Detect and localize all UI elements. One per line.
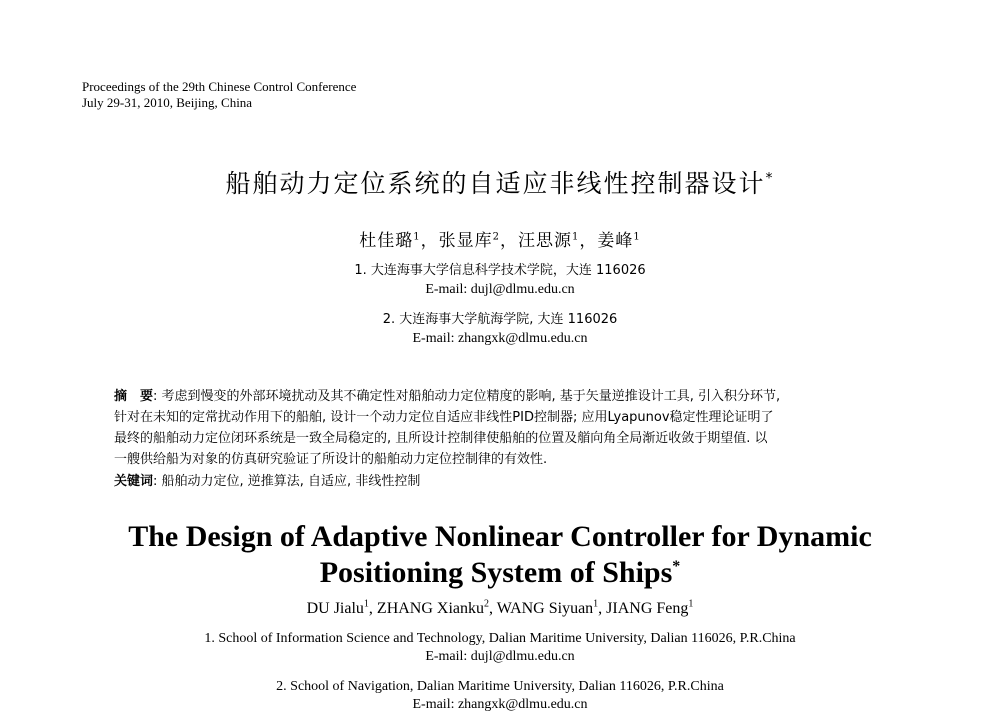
author-name: 杜佳璐 bbox=[359, 231, 414, 251]
abstract-line-2: 针对在未知的定常扰动作用下的船舶, 设计一个动力定位自适应非线性PID控制器; 应用Lyapunov稳定性理论证明了 bbox=[114, 410, 774, 425]
english-affiliation-1: 1. School of Information Science and Technology, Dalian Maritime University, Dalian 116026, P.R.China bbox=[204, 631, 796, 646]
proceedings-header bbox=[82, 79, 356, 111]
author-name: JIANG Feng bbox=[606, 600, 689, 617]
chinese-affiliation-2: 2. 大连海事大学航海学院, 大连 116026 bbox=[382, 312, 618, 327]
abstract-line-3: 最终的船舶动力定位闭环系统是一致全局稳定的, 且所设计控制律使船舶的位置及艏向角全局渐近收敛于期望值. 以 bbox=[114, 431, 768, 446]
author-separator: , bbox=[368, 600, 377, 617]
author-affiliation-mark: 2 bbox=[484, 598, 490, 610]
abstract-line-1 bbox=[114, 386, 886, 407]
author-affiliation-mark: 2 bbox=[492, 231, 500, 243]
author-affiliation-mark: 1 bbox=[633, 231, 641, 243]
author-affiliation-mark: 1 bbox=[363, 598, 369, 610]
keywords-text: : 船舶动力定位, 逆推算法, 自适应, 非线性控制 bbox=[153, 474, 421, 489]
english-title-line-2 bbox=[0, 555, 1000, 591]
author-separator: ， bbox=[420, 231, 439, 251]
chinese-title bbox=[0, 164, 1000, 200]
chinese-abstract bbox=[114, 386, 886, 470]
chinese-keywords bbox=[114, 470, 420, 489]
proceedings-date: July 29-31, 2010, Beijing, China bbox=[82, 95, 253, 110]
keywords-label: 关键词 bbox=[114, 474, 154, 489]
author-name: 姜峰 bbox=[597, 231, 634, 251]
author-separator: , bbox=[489, 600, 497, 617]
author-name: DU Jialu bbox=[306, 600, 364, 617]
abstract-line-4: 一艘供给船为对象的仿真研究验证了所设计的船舶动力定位控制律的有效性. bbox=[114, 452, 548, 467]
english-authors bbox=[0, 600, 1000, 618]
author-name: WANG Siyuan bbox=[496, 600, 594, 617]
chinese-authors bbox=[0, 226, 1000, 251]
author-name: ZHANG Xianku bbox=[376, 600, 485, 617]
chinese-email-1: E-mail: dujl@dlmu.edu.cn bbox=[425, 282, 575, 297]
abstract-text: : 考虑到慢变的外部环境扰动及其不确定性对船舶动力定位精度的影响, 基于矢量逆推设计工具, 引入积分环节, bbox=[153, 389, 781, 404]
english-email-2: E-mail: zhangxk@dlmu.edu.cn bbox=[412, 697, 588, 712]
english-title bbox=[0, 519, 1000, 591]
author-name: 汪思源 bbox=[518, 231, 572, 251]
author-separator: ， bbox=[579, 231, 598, 251]
chinese-title-footnote-mark: * bbox=[765, 170, 775, 187]
author-affiliation-mark: 1 bbox=[593, 598, 599, 610]
english-email-1: E-mail: dujl@dlmu.edu.cn bbox=[425, 649, 575, 664]
chinese-email-2: E-mail: zhangxk@dlmu.edu.cn bbox=[412, 331, 588, 346]
english-affiliation-2: 2. School of Navigation, Dalian Maritime University, Dalian 116026, P.R.China bbox=[276, 679, 724, 694]
chinese-affiliation-1: 1. 大连海事大学信息科学技术学院，大连 116026 bbox=[354, 263, 646, 278]
author-name: 张显库 bbox=[438, 231, 493, 251]
abstract-label: 摘 要 bbox=[114, 389, 154, 404]
author-affiliation-mark: 1 bbox=[688, 598, 694, 610]
english-title-line-2-text: Positioning System of Ships bbox=[319, 556, 673, 589]
proceedings-title: Proceedings of the 29th Chinese Control Conference bbox=[82, 79, 357, 94]
author-affiliation-mark: 1 bbox=[413, 231, 421, 243]
author-affiliation-mark: 1 bbox=[572, 231, 580, 243]
english-title-line-1: The Design of Adaptive Nonlinear Controller for Dynamic bbox=[128, 520, 872, 553]
author-separator: , bbox=[598, 600, 607, 617]
chinese-title-text: 船舶动力定位系统的自适应非线性控制器设计 bbox=[225, 169, 766, 198]
author-separator: ， bbox=[500, 231, 518, 251]
english-title-footnote-mark: * bbox=[672, 558, 681, 575]
